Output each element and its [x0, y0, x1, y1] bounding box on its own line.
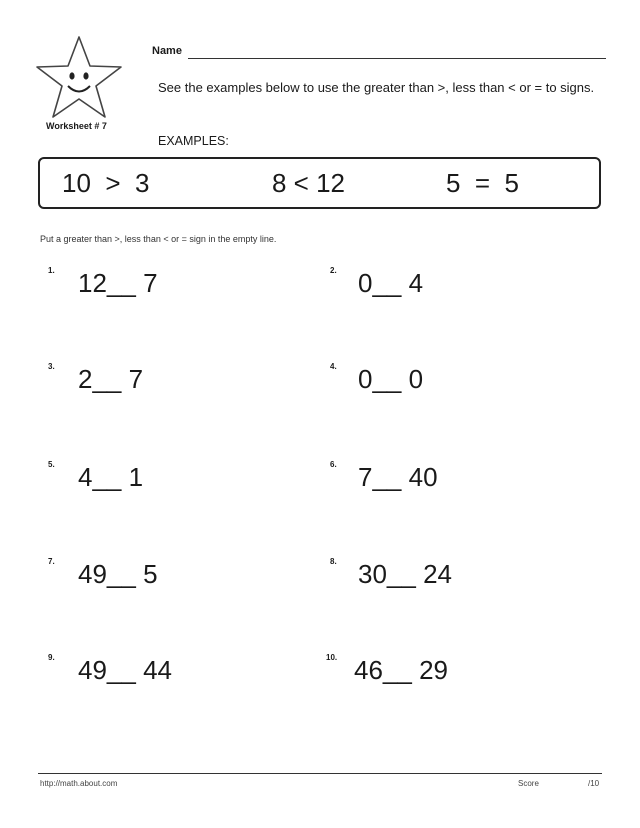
example-less: 8 < 12 [272, 168, 346, 198]
examples-box [38, 157, 601, 209]
problem-number: 8. [330, 557, 337, 566]
problem-number: 4. [330, 362, 337, 371]
sign-instruction: Put a greater than >, less than < or = sign in the empty line. [40, 234, 277, 244]
problem-number: 5. [48, 460, 55, 469]
score-total: /10 [588, 779, 600, 788]
problem-number: 6. [330, 460, 337, 469]
problem-text: 46__ 29 [354, 655, 448, 685]
problem-text: 7__ 40 [358, 462, 438, 492]
footer-divider [38, 773, 602, 774]
examples-label: EXAMPLES: [158, 134, 229, 148]
name-label: Name [152, 45, 182, 57]
problem-number: 7. [48, 557, 55, 566]
problem-text: 49__ 44 [78, 655, 172, 685]
example-equal: 5 = 5 [446, 168, 519, 198]
name-field[interactable] [188, 58, 606, 59]
problem-number: 1. [48, 266, 55, 275]
smiling-star-icon [34, 34, 124, 120]
problem-number: 3. [48, 362, 55, 371]
problem-text: 2__ 7 [78, 364, 144, 394]
score-label: Score [518, 779, 539, 788]
problem-text: 12__ 7 [78, 268, 158, 298]
problem-number: 2. [330, 266, 337, 275]
worksheet-number: Worksheet # 7 [46, 121, 107, 131]
problem-text: 49__ 5 [78, 559, 158, 589]
problem-text: 4__ 1 [78, 462, 144, 492]
problem-text: 0__ 4 [358, 268, 424, 298]
footer-url[interactable]: http://math.about.com [40, 779, 118, 788]
problem-text: 0__ 0 [358, 364, 424, 394]
instructions: See the examples below to use the greater than >, less than < or = to signs. [158, 80, 595, 95]
problem-text: 30__ 24 [358, 559, 452, 589]
problem-number: 10. [326, 653, 338, 662]
example-greater: 10 > 3 [62, 168, 150, 198]
problem-number: 9. [48, 653, 55, 662]
